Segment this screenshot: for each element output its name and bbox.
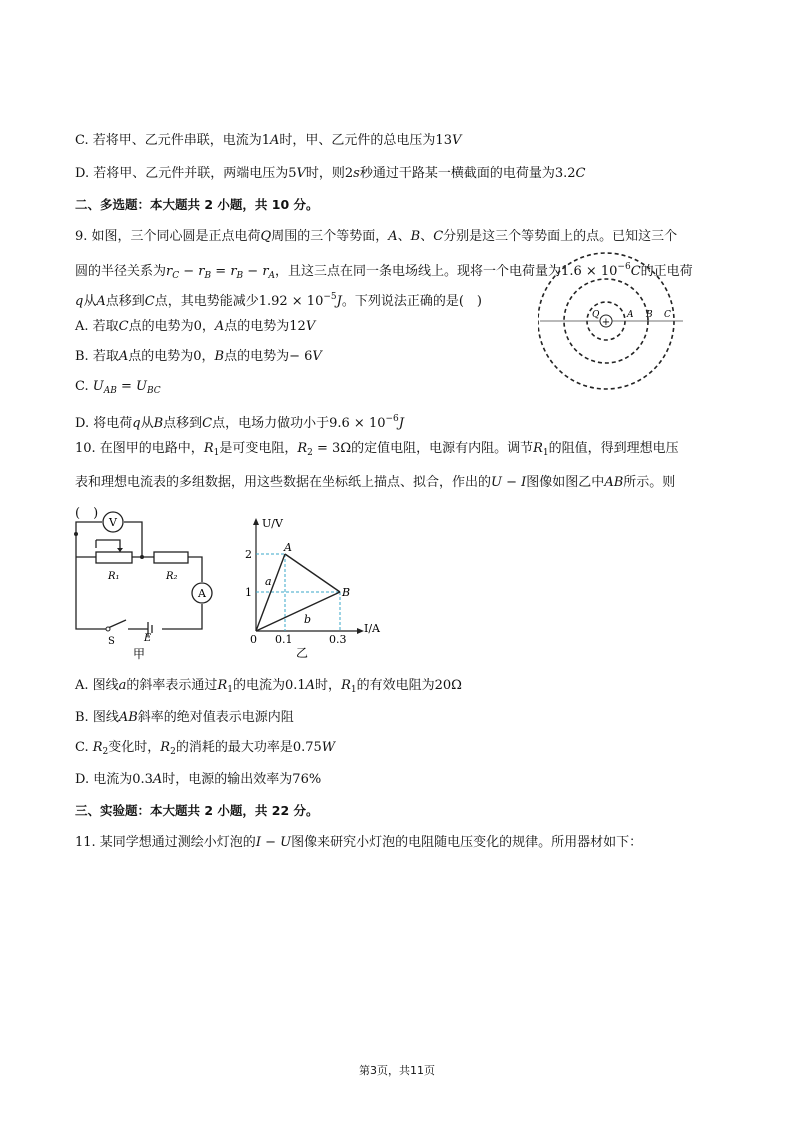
question-10-line3: ( ) [75,506,99,521]
equipotential-figure [538,250,688,400]
line-b-label: b [304,613,312,626]
section-heading-2: 二、多选题：本大题共 2 小题，共 10 分。 [75,197,319,212]
y-axis-label: U/V [262,517,283,530]
question-10-line2: 表和理想电流表的多组数据，用这些数据在坐标纸上描点、拟合，作出的U − I图像如图乙中AB所示。则 [75,475,676,490]
graph-caption: 乙 [296,646,309,660]
ammeter-label: A [198,587,206,600]
question-10-option-a: A. 图线a的斜率表示通过$R_1$的电流为0.1A时，$R_1$的有效电阻为20Ω [75,678,462,695]
voltmeter-label: V [109,516,117,529]
question-9-option-c: C. $U_{AB} = U_{BC}$ [75,379,161,396]
question-10-option-d: D. 电流为0.3A时，电源的输出效率为76% [75,772,322,787]
circuit-figure [68,510,218,660]
line-a-label: a [265,575,272,588]
y-tick-1: 1 [245,586,252,599]
question-9-option-b: B. 若取A点的电势为0，B点的电势为− 6V [75,349,322,364]
label-q: Q [592,310,600,320]
x-axis-label: I/A [364,622,380,635]
section-heading-3: 三、实验题：本大题共 2 小题，共 22 分。 [75,803,319,818]
label-b: B [646,310,653,320]
line-ab [285,554,340,592]
x-tick-0: 0 [250,633,257,646]
label-a: A [627,310,634,320]
switch-label: S [108,636,115,647]
question-10-line1: 10. 在图甲的电路中，$R_1$是可变电阻，$R_2 = 3\Omega$的定值电阻，电源有内阻。调节$R_1$的阻值，得到理想电压 [75,441,679,458]
y-tick-2: 2 [245,548,252,561]
circuit-caption: 甲 [133,647,146,660]
r2-label: R₂ [166,571,178,582]
svg-text:+: + [601,317,611,328]
x-tick-01: 0.1 [275,633,293,646]
ui-graph-figure [240,515,400,660]
question-9-option-d: D. 将电荷q从B点移到C点，电场力做功小于$9.6 \times 10^{-6}J$ [75,414,404,431]
question-9-line3: q从A点移到C点，其电势能减少$1.92 \times 10^{-5}J$。下列说法正确的是( ) [75,292,483,309]
point-a-label: A [284,541,292,554]
label-c: C [664,310,671,320]
option-8d: D. 若将甲、乙元件并联，两端电压为5V时，则2s秒通过干路某一横截面的电荷量为3.2C [75,166,586,181]
question-9-line1: 9. 如图，三个同心圆是正点电荷Q周围的三个等势面，A、B、C分别是这三个等势面上的点。已知这三个 [75,229,678,244]
r1-label: R₁ [108,571,120,582]
battery-label: E [144,633,152,644]
page-footer: 第3页，共11页 [359,1064,435,1077]
x-tick-03: 0.3 [329,633,347,646]
question-10-option-b: B. 图线AB斜率的绝对值表示电源内阻 [75,710,294,725]
question-9-line2: 圆的半径关系为$r_C - r_B = r_B - r_A$，且这三点在同一条电场线上。现将一个电荷量为$1.6 \times 10^{-6}C$的正电荷 [75,262,693,281]
question-10-option-c: C. $R_2$变化时，$R_2$的消耗的最大功率是0.75W [75,740,336,757]
question-9-option-a: A. 若取C点的电势为0，A点的电势为12V [75,319,316,334]
option-8c: C. 若将甲、乙元件串联，电流为1A时，甲、乙元件的总电压为13V [75,133,462,148]
question-11: 11. 某同学想通过测绘小灯泡的I − U图像来研究小灯泡的电阻随电压变化的规律。所用器材如下： [75,835,643,850]
point-b-label: B [342,586,351,599]
